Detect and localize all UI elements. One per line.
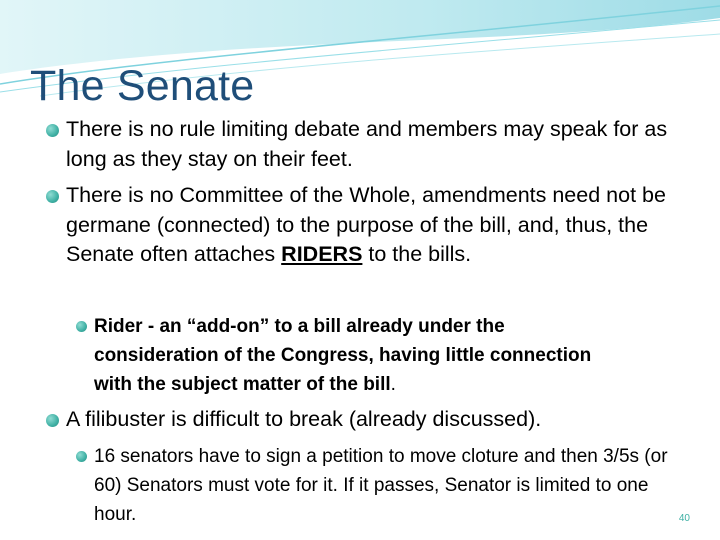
page-number: 40: [678, 513, 690, 524]
bullet-icon: [46, 190, 59, 203]
bullet-2-text: There is no Committee of the Whole, amendments need not be germane (connected) to the purpose of the bill, and, thus, the Senate often attaches RIDERS to the bills.: [66, 183, 666, 266]
bullet-icon: [46, 414, 59, 427]
cloture-text: 16 senators have to sign a petition to move cloture and then 3/5s (or 60) Senators must vote for it. If it passes, Senator is limited to one hour.: [94, 446, 668, 525]
sub-bullet-icon: [76, 321, 87, 332]
slide-title: The Senate: [30, 62, 255, 110]
bullet-3-text: A filibuster is difficult to break (already discussed).: [66, 407, 542, 431]
riders-emphasis: RIDERS: [281, 242, 363, 266]
bullet-icon: [46, 124, 59, 137]
bullet-1-text: There is no rule limiting debate and members may speak for as long as they stay on their feet.: [66, 117, 668, 171]
rider-definition-text: Rider - an “add-on” to a bill already under the consideration of the Congress, having little connection with the subject matter of the bill.: [94, 316, 592, 395]
sub-bullet-icon: [76, 451, 87, 462]
